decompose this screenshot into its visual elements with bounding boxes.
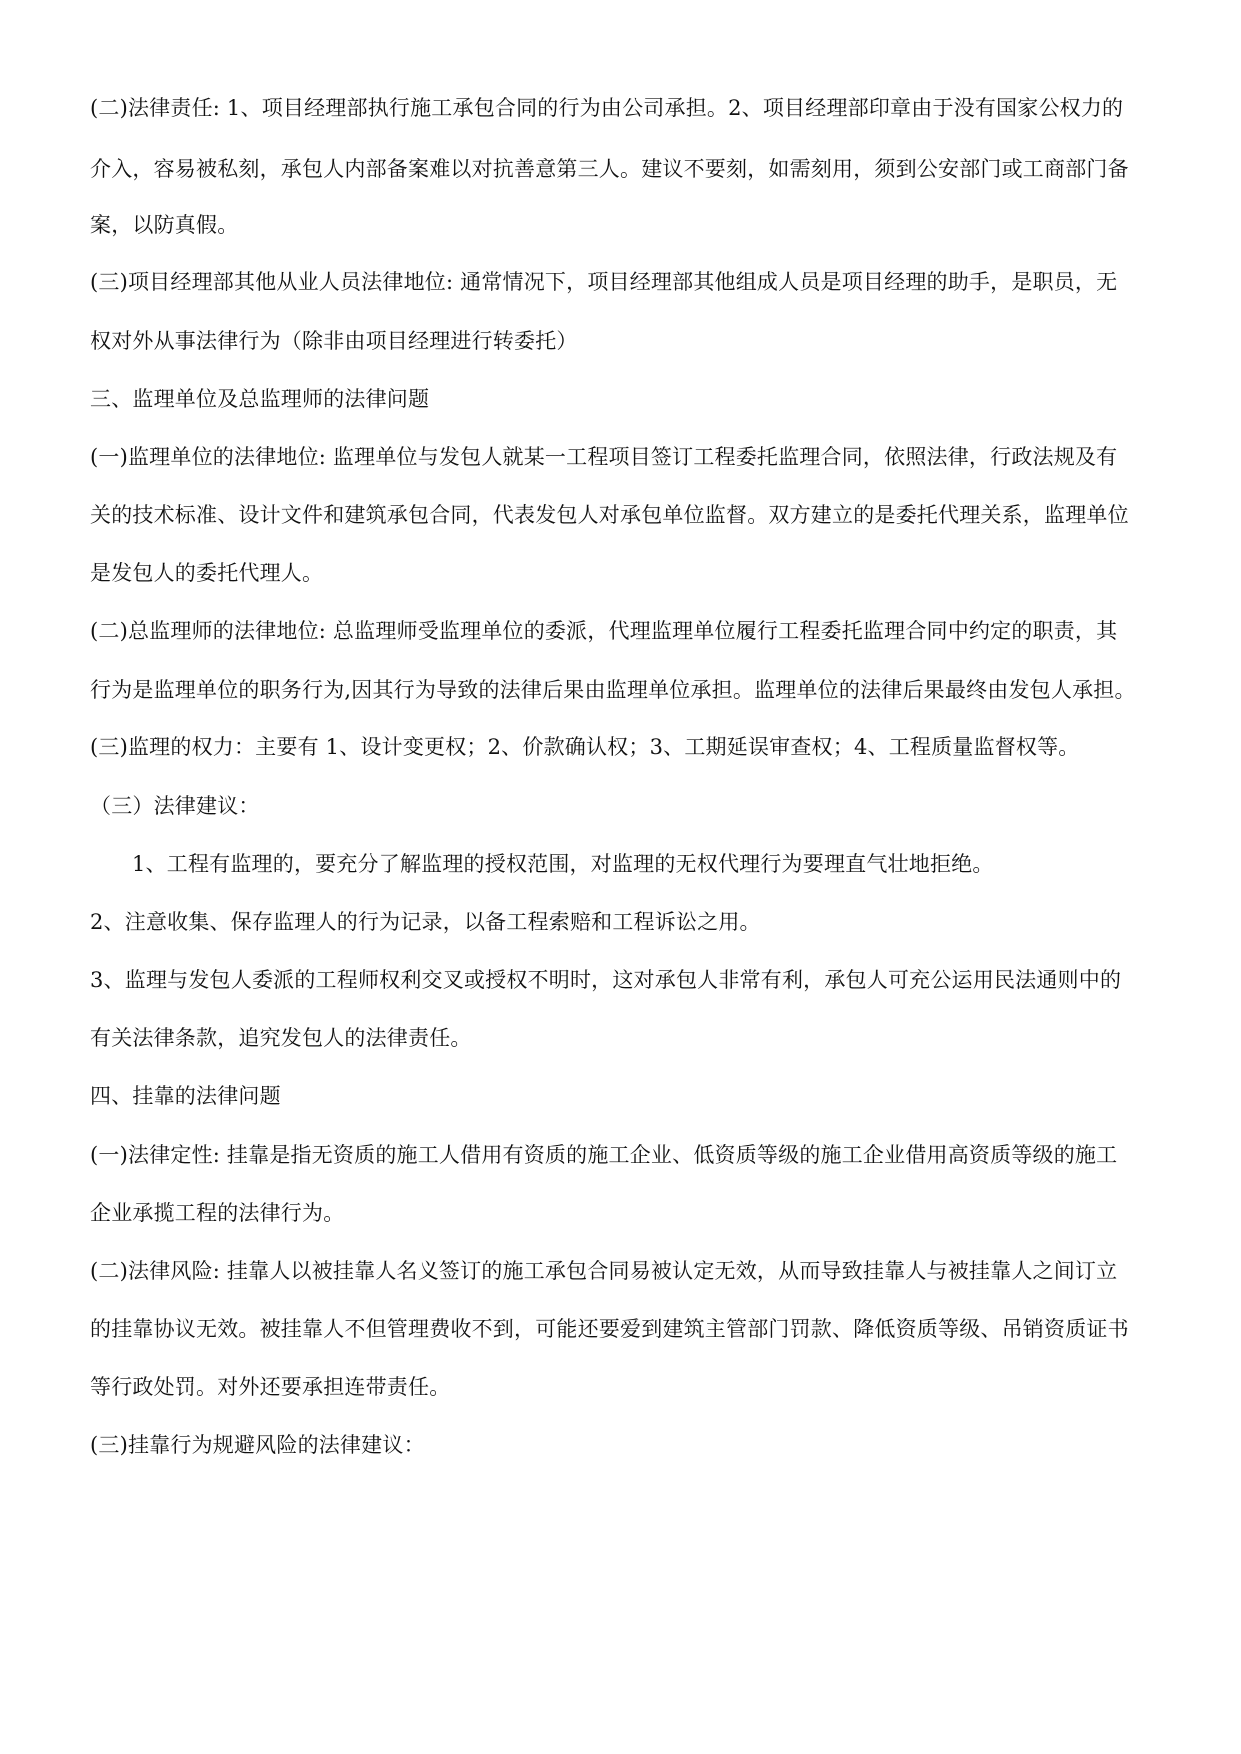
paragraph-line: 案，以防真假。 — [90, 213, 239, 237]
paragraph-line: (二)法律风险: 挂靠人以被挂靠人名义签订的施工承包合同易被认定无效，从而导致挂靠人与被挂靠人之间订立 — [90, 1259, 1118, 1283]
list-item: 1、工程有监理的，要充分了解监理的授权范围，对监理的无权代理行为要理直气壮地拒绝。 — [132, 852, 994, 876]
paragraph-line: 是发包人的委托代理人。 — [90, 561, 324, 585]
paragraph-line: (二)法律责任: 1、项目经理部执行施工承包合同的行为由公司承担。2、项目经理部印章由于没有国家公权力的 — [90, 96, 1124, 120]
paragraph-line: 企业承揽工程的法律行为。 — [90, 1201, 345, 1225]
paragraph-line: (三)监理的权力：主要有 1、设计变更权；2、价款确认权；3、工期延误审查权；4、工程质量监督权等。 — [90, 735, 1080, 759]
paragraph-line: (一)监理单位的法律地位: 监理单位与发包人就某一工程项目签订工程委托监理合同，依照法律，行政法规及有 — [90, 445, 1118, 469]
paragraph-line: 的挂靠协议无效。被挂靠人不但管理费收不到，可能还要爱到建筑主管部门罚款、降低资质等级、吊销资质证书 — [90, 1317, 1129, 1341]
section-heading: 三、监理单位及总监理师的法律问题 — [90, 387, 430, 411]
paragraph-line: (三)挂靠行为规避风险的法律建议： — [90, 1433, 425, 1457]
list-item: 2、注意收集、保存监理人的行为记录，以备工程索赔和工程诉讼之用。 — [90, 910, 761, 934]
paragraph-line: 行为是监理单位的职务行为,因其行为导致的法律后果由监理单位承担。监理单位的法律后果最终由发包人承担。 — [90, 678, 1136, 702]
paragraph-line: 权对外从事法律行为（除非由项目经理进行转委托） — [90, 329, 578, 353]
paragraph-line: 关的技术标准、设计文件和建筑承包合同，代表发包人对承包单位监督。双方建立的是委托代理关系，监理单位 — [90, 503, 1129, 527]
paragraph-line: (一)法律定性: 挂靠是指无资质的施工人借用有资质的施工企业、低资质等级的施工企业借用高资质等级的施工 — [90, 1143, 1118, 1167]
paragraph-line: (三)项目经理部其他从业人员法律地位: 通常情况下，项目经理部其他组成人员是项目经理的助手，是职员，无 — [90, 270, 1118, 294]
subsection-heading: （三）法律建议： — [90, 794, 260, 818]
section-heading: 四、挂靠的法律问题 — [90, 1084, 281, 1108]
paragraph-line: 有关法律条款，追究发包人的法律责任。 — [90, 1026, 472, 1050]
paragraph-line: 等行政处罚。对外还要承担连带责任。 — [90, 1375, 451, 1399]
list-item: 3、监理与发包人委派的工程师权利交叉或授权不明时，这对承包人非常有利，承包人可充公运用民法通则中的 — [90, 968, 1122, 992]
paragraph-line: (二)总监理师的法律地位: 总监理师受监理单位的委派，代理监理单位履行工程委托监理合同中约定的职责，其 — [90, 619, 1118, 643]
paragraph-line: 介入，容易被私刻，承包人内部备案难以对抗善意第三人。建议不要刻，如需刻用，须到公安部门或工商部门备 — [90, 157, 1129, 181]
